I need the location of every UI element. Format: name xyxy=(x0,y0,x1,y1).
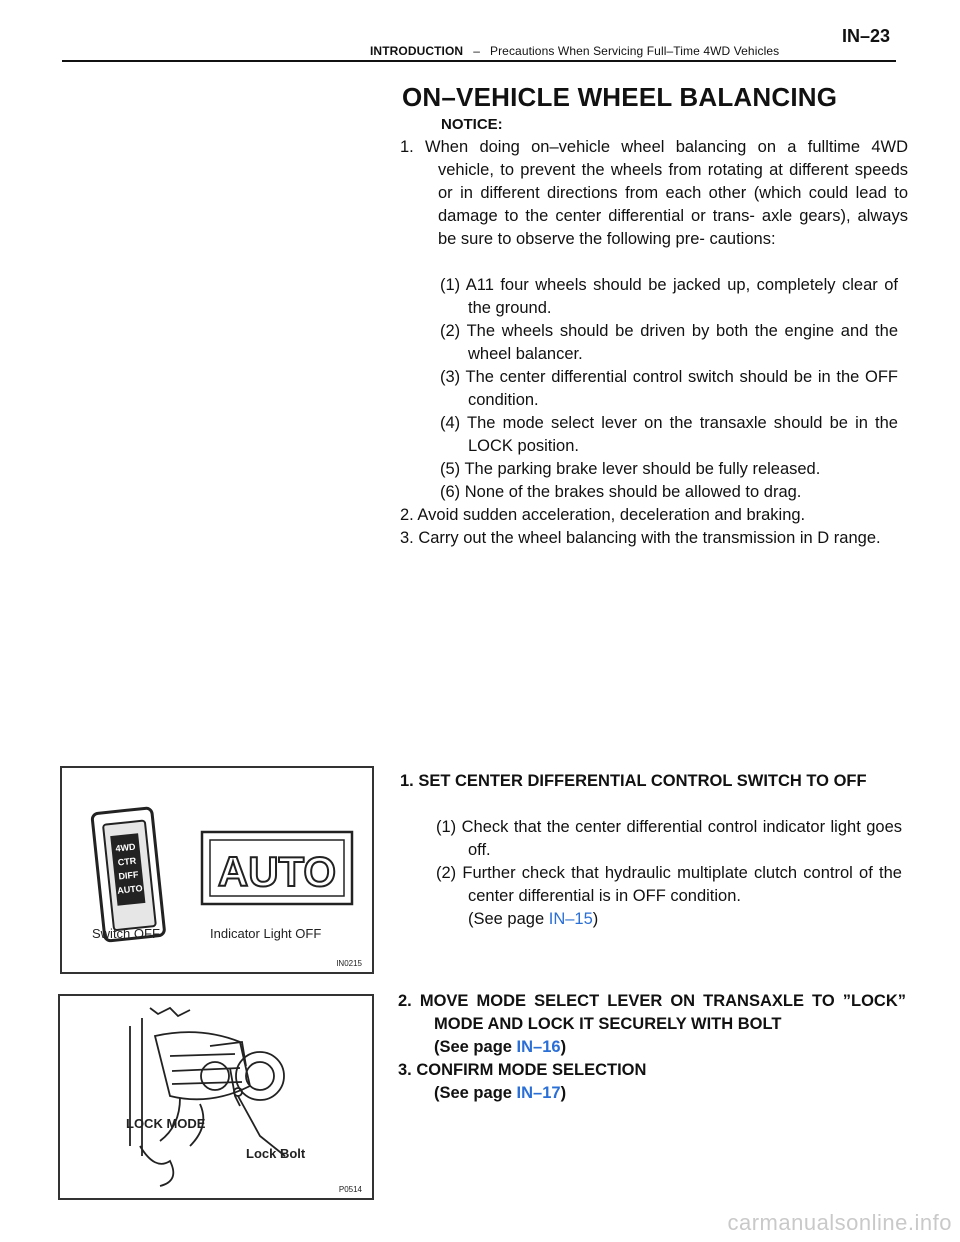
step1-sub-2: (2) Further check that hydraulic multiplate clutch control of the center differential is in OFF condition. xyxy=(436,864,902,905)
figure-switch-indicator xyxy=(60,766,374,974)
switch-text-2: CTR xyxy=(117,855,137,868)
step3-heading: 3. CONFIRM MODE SELECTION xyxy=(398,1061,647,1079)
notice-sub-5: (5) The parking brake lever should be fully released. xyxy=(440,460,821,478)
figure-code: IN0215 xyxy=(336,959,362,968)
caption-switch-off: Switch OFF xyxy=(92,926,160,941)
watermark: carmanualsonline.info xyxy=(727,1210,952,1235)
step1-see-page xyxy=(468,908,868,931)
indicator-text: AUTO xyxy=(217,848,337,895)
label-lock-bolt: Lock Bolt xyxy=(246,1146,306,1161)
notice-item-2: 2. Avoid sudden acceleration, deceleration and braking. xyxy=(400,506,806,524)
figure-lock-mode xyxy=(58,994,374,1200)
step2-see-page xyxy=(434,1036,864,1059)
figure-switch-illustration xyxy=(62,768,372,972)
figure-transaxle-illustration xyxy=(60,996,372,1198)
switch-text-1: 4WD xyxy=(115,841,136,854)
notice-item-3: 3. Carry out the wheel balancing with the transmission in D range. xyxy=(400,529,881,547)
see-suffix: ) xyxy=(592,910,599,928)
notice-sub-4: (4) The mode select lever on the transaxle should be in the LOCK position. xyxy=(440,414,898,455)
step1-heading: 1. SET CENTER DIFFERENTIAL CONTROL SWITCH TO OFF xyxy=(400,772,867,790)
caption-indicator-off: Indicator Light OFF xyxy=(210,926,322,941)
notice-sub-6: (6) None of the brakes should be allowed to drag. xyxy=(440,483,802,501)
see-suffix: ) xyxy=(560,1038,567,1056)
switch-text-3: DIFF xyxy=(117,869,139,882)
header-dash: – xyxy=(473,44,480,58)
header-rule xyxy=(62,60,896,62)
notice-label: NOTICE: xyxy=(441,116,503,133)
label-lock-mode: LOCK MODE xyxy=(126,1116,206,1131)
header-section: INTRODUCTION xyxy=(370,44,464,58)
see-prefix: (See page xyxy=(434,1038,517,1056)
step3-see-page xyxy=(434,1082,864,1105)
link-in-17[interactable]: IN–17 xyxy=(516,1084,561,1102)
switch-text-4: AUTO xyxy=(116,883,144,896)
see-suffix: ) xyxy=(560,1084,567,1102)
notice-sub-1: (1) A11 four wheels should be jacked up, completely clear of the ground. xyxy=(440,276,898,317)
see-prefix: (See page xyxy=(468,910,549,928)
step1-sub-1: (1) Check that the center differential control indicator light goes off. xyxy=(436,818,902,859)
page-title: ON–VEHICLE WHEEL BALANCING xyxy=(402,82,838,112)
notice-sub-3: (3) The center differential control switch should be in the OFF condition. xyxy=(440,368,898,409)
see-prefix: (See page xyxy=(434,1084,517,1102)
notice-item-1: 1. When doing on–vehicle wheel balancing on a fulltime 4WD vehicle, to prevent the wheels from rotating at different speeds or in different directions from each other (which could lead to damage to the center differential or trans- axle gears), always be sure to observe the following pre- cautions: xyxy=(400,138,908,248)
notice-sub-2: (2) The wheels should be driven by both the engine and the wheel balancer. xyxy=(440,322,898,363)
running-header xyxy=(370,44,779,58)
link-in-15[interactable]: IN–15 xyxy=(548,910,593,928)
step2-heading: 2. MOVE MODE SELECT LEVER ON TRANSAXLE TO ”LOCK” MODE AND LOCK IT SECURELY WITH BOLT xyxy=(398,992,906,1033)
figure-code: P0514 xyxy=(338,1185,362,1194)
link-in-16[interactable]: IN–16 xyxy=(516,1038,561,1056)
page-number: IN–23 xyxy=(841,26,890,46)
header-subtitle: Precautions When Servicing Full–Time 4WD Vehicles xyxy=(489,44,780,58)
